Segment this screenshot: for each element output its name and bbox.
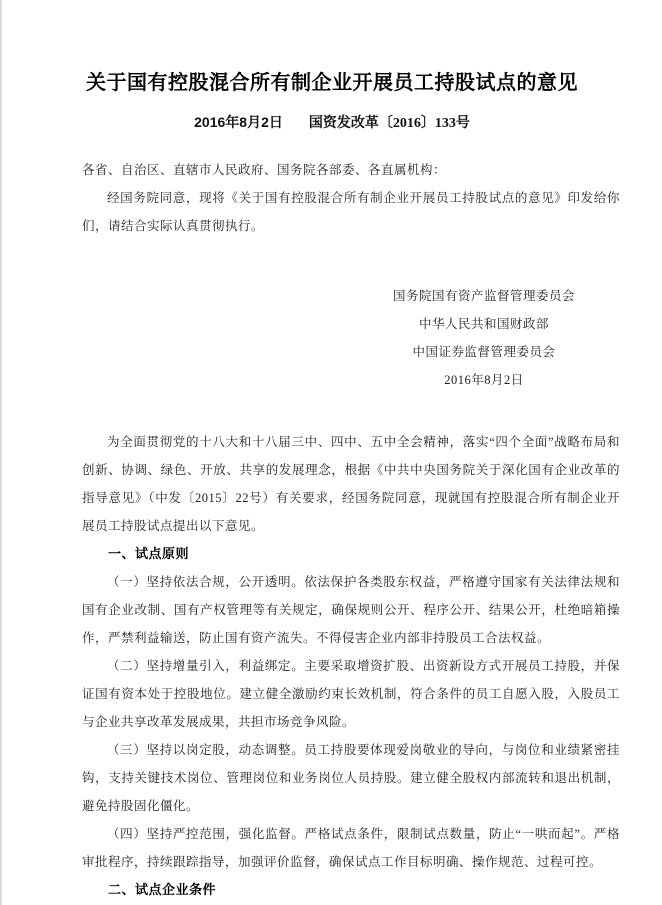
section-paragraph: （一）坚持依法合规，公开透明。依法保护各类股东权益，严格遵守国家有关法律法规和国有企业改制、国有产权管理等有关规定，确保规则公开、程序公开、结果公开，杜绝暗箱操作，严禁利益输送，防止国有资产流失。不得侵害企业内部非持股员工合法权益。 [82, 575, 620, 645]
salutation-line: 各省、自治区、直辖市人民政府、国务院各部委、各直属机构： [82, 163, 447, 177]
document-number: 国资发改革〔2016〕133号 [308, 116, 470, 131]
forwarding-paragraph: 经国务院同意，现将《关于国有控股混合所有制企业开展员工持股试点的意见》印发给你们，请结合实际认真贯彻执行。 [82, 191, 620, 233]
signature-line: 中国证券监督管理委员会 [412, 345, 556, 359]
section-heading: 一、试点原则 [108, 546, 190, 561]
sections-container [82, 540, 620, 904]
document-body [82, 156, 620, 904]
signature-line: 中华人民共和国财政部 [418, 317, 549, 331]
section-paragraph: （二）坚持增量引入，利益绑定。主要采取增资扩股、出资新设方式开展员工持股，并保证国有资本处于控股地位。建立健全激励约束长效机制，符合条件的员工自愿入股，入股员工与企业共享改革发展成果，共担市场竞争风险。 [82, 659, 620, 729]
section-paragraph: （四）坚持严控范围，强化监督。严格试点条件，限制试点数量，防止“一哄而起”。严格审批程序，持续跟踪指导，加强评价监督，确保试点工作目标明确、操作规范、过程可控。 [82, 827, 620, 869]
signature-line: 2016年8月2日 [444, 373, 524, 387]
document-date: 2016年8月2日 [194, 114, 283, 130]
section-paragraph: （三）坚持以岗定股，动态调整。员工持股要体现爱岗敬业的导向，与岗位和业绩紧密挂钩，支持关键技术岗位、管理岗位和业务岗位人员持股。建立健全股权内部流转和退出机制，避免持股固化僵化。 [82, 743, 620, 813]
preamble-paragraph: 为全面贯彻党的十八大和十八届三中、四中、五中全会精神，落实“四个全面”战略布局和创新、协调、绿色、开放、共享的发展理念，根据《中共中央国务院关于深化国有企业改革的指导意见》（中发〔2015〕22号）有关要求，经国务院同意，现就国有控股混合所有制企业开展员工持股试点提出以下意见。 [82, 435, 620, 533]
document-title: 关于国有控股混合所有制企业开展员工持股试点的意见 [86, 72, 578, 94]
document-meta-line [48, 112, 616, 134]
signature-line: 国务院国有资产监督管理委员会 [392, 289, 575, 303]
signature-block [374, 282, 594, 394]
section-heading: 二、试点企业条件 [108, 882, 217, 897]
